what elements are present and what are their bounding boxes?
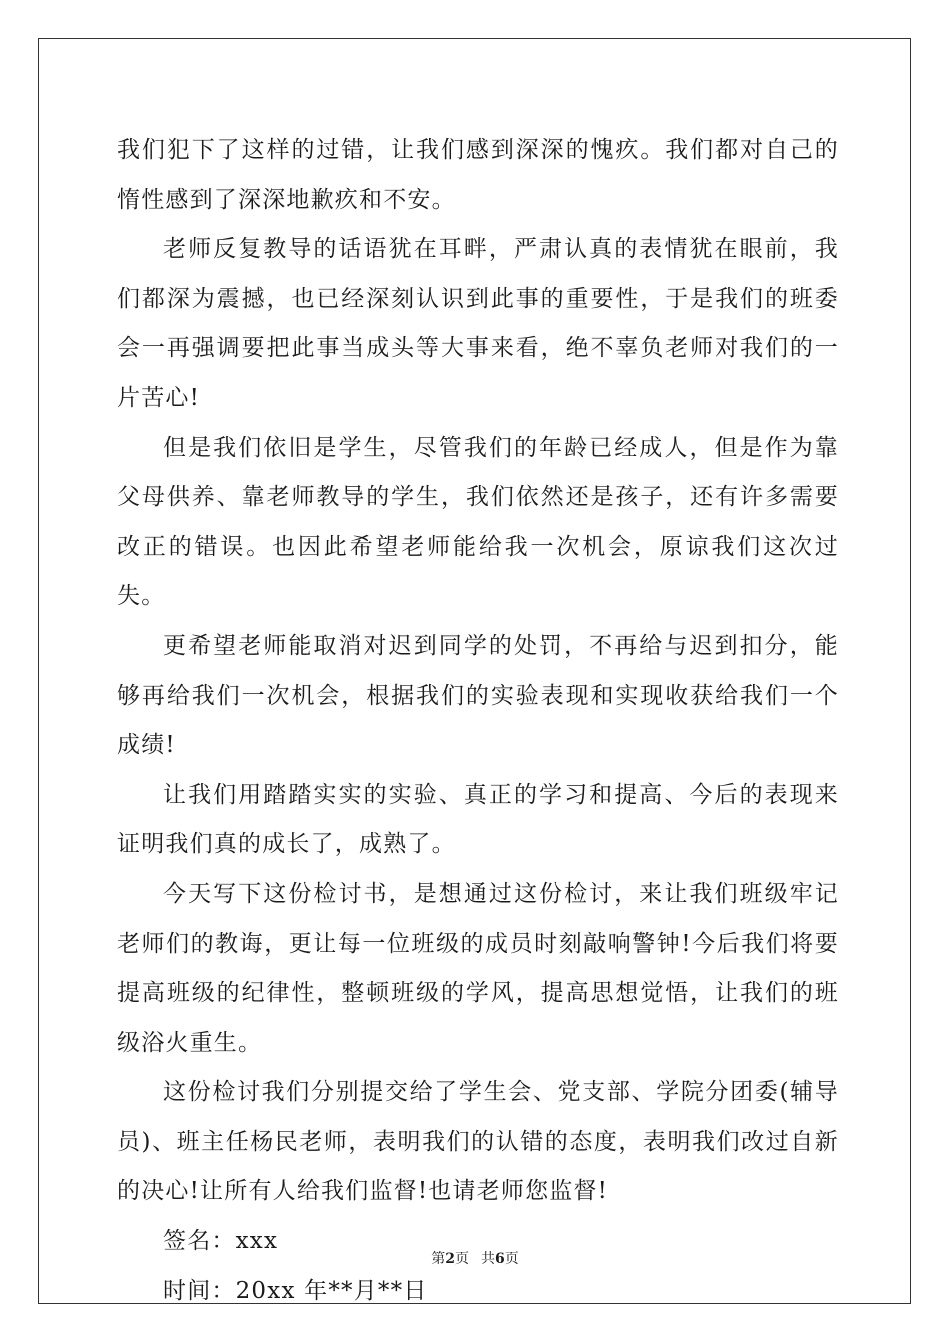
paragraph-continuation: 我们犯下了这样的过错，让我们感到深深的愧疚。我们都对自己的惰性感到了深深地歉疚和不安。 — [117, 137, 839, 213]
paragraph: 这份检讨我们分别提交给了学生会、党支部、学院分团委(辅导员)、班主任杨民老师，表明我们的认错的态度，表明我们改过自新的决心!让所有人给我们监督!也请老师您监督! — [117, 1079, 839, 1205]
paragraph: 老师反复教导的话语犹在耳畔，严肃认真的表情犹在眼前，我们都深为震撼，也已经深刻认识到此事的重要性，于是我们的班委会一再强调要把此事当成头等大事来看，绝不辜负老师对我们的一片苦心! — [117, 236, 839, 411]
date-line: 时间：20xx 年**月**日 — [163, 1277, 428, 1304]
page-number-suffix: 页 — [455, 1251, 469, 1267]
paragraph: 更希望老师能取消对迟到同学的处罚，不再给与迟到扣分，能够再给我们一次机会，根据我们的实验表现和实现收获给我们一个成绩! — [117, 632, 839, 759]
document-body — [117, 126, 839, 1316]
paragraph: 让我们用踏踏实实的实验、真正的学习和提高、今后的表现来证明我们真的成长了，成熟了。 — [117, 781, 839, 858]
page-number-prefix: 第 — [431, 1251, 446, 1267]
paragraph: 但是我们依旧是学生，尽管我们的年龄已经成人，但是作为靠父母供养、靠老师教导的学生，我们依然还是孩子，还有许多需要改正的错误。也因此希望老师能给我一次机会，原谅我们这次过失。 — [117, 434, 839, 610]
total-page-count: 6 — [495, 1251, 505, 1267]
current-page-number: 2 — [445, 1251, 455, 1267]
paragraph: 今天写下这份检讨书，是想通过这份检讨，来让我们班级牢记老师们的教诲，更让每一位班级的成员时刻敲响警钟!今后我们将要提高班级的纪律性，整顿班级的学风，提高思想觉悟，让我们的班级浴火重生。 — [117, 880, 839, 1056]
total-pages-suffix: 页 — [504, 1251, 519, 1267]
page-footer — [0, 1248, 950, 1268]
total-pages-prefix: 共 — [481, 1251, 495, 1267]
signature-line: 签名：xxx — [163, 1228, 279, 1255]
